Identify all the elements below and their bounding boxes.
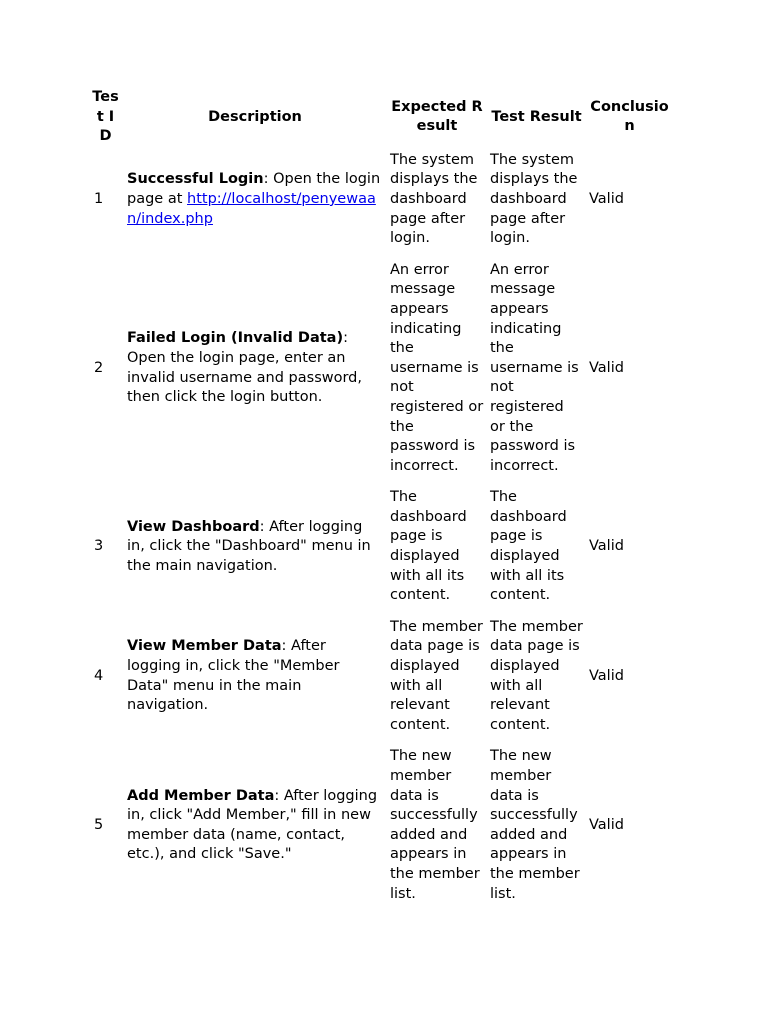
description-cell	[123, 488, 387, 618]
document-page	[88, 88, 673, 916]
conclusion-cell: Valid	[589, 190, 624, 207]
test-id-cell: 5	[94, 816, 104, 833]
header-expected-result: Expected Result	[391, 98, 483, 135]
title-separator: :	[281, 638, 292, 655]
conclusion-cell: Valid	[589, 359, 624, 376]
header-test-id: Test ID	[92, 89, 119, 145]
conclusion-cell: Valid	[589, 538, 624, 555]
test-result-cell: The member data page is displayed with all relevant content.	[490, 618, 583, 733]
test-title: View Member Data	[127, 638, 282, 655]
table-row	[88, 151, 673, 261]
expected-result-cell: The dashboard page is displayed with all its content.	[390, 489, 467, 604]
test-title: Failed Login (Invalid Data)	[127, 330, 344, 347]
test-result-cell: The new member data is successfully added and appears in the member list.	[490, 748, 580, 902]
conclusion-cell: Valid	[589, 667, 624, 684]
test-result-cell: The system displays the dashboard page after login.	[490, 151, 578, 247]
login-page-link[interactable]: http://localhost/penyewaan/index.php	[127, 190, 376, 227]
description-text: After logging in, click "Add Member," fill in new member data (name, contact, etc.), and click "Save."	[127, 787, 378, 863]
test-title: Add Member Data	[127, 787, 275, 804]
header-test-result: Test Result	[491, 108, 582, 125]
table-header-row	[88, 88, 673, 151]
header-conclusion: Conclusion	[590, 98, 669, 135]
test-id-cell: 1	[94, 190, 104, 207]
description-cell	[123, 261, 387, 489]
test-id-cell: 4	[94, 667, 104, 684]
table-row	[88, 488, 673, 618]
test-title: Successful Login	[127, 171, 264, 188]
expected-result-cell: The member data page is displayed with all relevant content.	[390, 618, 483, 733]
description-text: Open the login page at	[127, 171, 381, 207]
test-result-cell: An error message appears indicating the username is not registered or the password is incorrect.	[490, 261, 579, 474]
description-text: After logging in, click the "Member Data" menu in the main navigation.	[127, 638, 340, 714]
table-row	[88, 618, 673, 748]
expected-result-cell: The new member data is successfully added and appears in the member list.	[390, 748, 480, 902]
expected-result-cell: An error message appears indicating the username is not registered or the password is incorrect.	[390, 261, 484, 474]
test-case-table	[88, 88, 673, 916]
description-text: Open the login page, enter an invalid username and password, then click the login button.	[127, 349, 362, 406]
description-cell	[123, 618, 387, 748]
description-cell	[123, 151, 387, 261]
test-result-cell: The dashboard page is displayed with all its content.	[490, 489, 567, 604]
title-separator: :	[343, 330, 348, 347]
title-separator: :	[259, 518, 270, 535]
title-separator: :	[274, 787, 284, 804]
description-cell	[123, 747, 387, 916]
description-text: After logging in, click the "Dashboard" menu in the main navigation.	[127, 518, 371, 574]
table-row	[88, 261, 673, 489]
table-row	[88, 747, 673, 916]
header-description: Description	[208, 108, 302, 125]
title-separator: :	[263, 171, 274, 188]
conclusion-cell: Valid	[589, 816, 624, 833]
expected-result-cell: The system displays the dashboard page after login.	[390, 151, 478, 247]
test-id-cell: 3	[94, 538, 104, 555]
test-id-cell: 2	[94, 359, 104, 376]
test-title: View Dashboard	[127, 518, 260, 535]
